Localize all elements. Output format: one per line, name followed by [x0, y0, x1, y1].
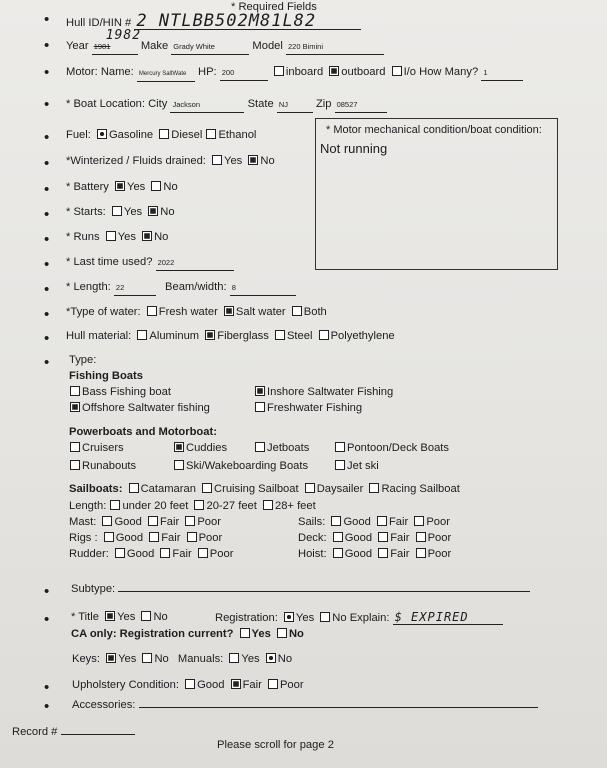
manuals-no-checkbox[interactable]: [266, 653, 276, 663]
deck-label: Deck:: [298, 532, 327, 544]
cuddies-option: [171, 441, 227, 455]
bullet: •: [44, 11, 50, 28]
ca-no-checkbox[interactable]: [277, 628, 287, 638]
runs-row: [66, 230, 168, 244]
runabouts-option: [67, 459, 136, 473]
fiberglass-checkbox[interactable]: [205, 330, 215, 340]
cruising-label: Cruising Sailboat: [214, 483, 299, 495]
rigs-good-checkbox[interactable]: [104, 532, 114, 542]
battery-row: [66, 180, 178, 194]
deck-poor-checkbox[interactable]: [416, 532, 426, 542]
runs-yes-label: Yes: [117, 231, 136, 243]
required-note: * Required Fields: [231, 1, 317, 13]
sails-fair-label: Fair: [388, 516, 409, 528]
starts-row: [66, 205, 175, 219]
battery-yes-label: Yes: [127, 181, 146, 193]
rigs-poor-label: Poor: [198, 532, 223, 544]
manuals-yes-checkbox[interactable]: [229, 653, 239, 663]
bullet: •: [44, 354, 50, 371]
sails-fair-checkbox[interactable]: [377, 516, 387, 526]
freshwater-option: [252, 401, 362, 415]
inshore-checkbox[interactable]: [255, 386, 265, 396]
bullet: •: [44, 231, 50, 248]
subtype-row: [71, 581, 530, 596]
cuddies-label: Cuddies: [186, 442, 228, 454]
salt-water-checkbox[interactable]: [224, 306, 234, 316]
inboard-label: inboard: [285, 66, 324, 78]
bullet: •: [44, 611, 50, 628]
zip-field[interactable]: 08527: [335, 98, 387, 113]
manuals-label: Manuals:: [177, 653, 224, 665]
jetski-option: [332, 459, 379, 473]
accessories-field[interactable]: [139, 697, 538, 708]
over28-label: 28+ feet: [274, 500, 316, 512]
20to27-checkbox[interactable]: [194, 500, 204, 510]
rudder-poor-label: Poor: [209, 548, 234, 560]
type-label: Type:: [69, 354, 97, 366]
make-field[interactable]: Grady White: [171, 40, 249, 55]
winterized-no-checkbox[interactable]: [248, 155, 258, 165]
winterized-label: *Winterized / Fluids drained:: [66, 155, 206, 167]
record-row: [12, 724, 135, 739]
offshore-option: [67, 401, 210, 415]
starts-label: * Starts:: [66, 206, 106, 218]
title-no-label: No: [153, 611, 168, 623]
keys-no-checkbox[interactable]: [142, 653, 152, 663]
subtype-field[interactable]: [118, 581, 530, 592]
hoist-poor-label: Poor: [427, 548, 452, 560]
state-field[interactable]: NJ: [277, 98, 313, 113]
scroll-note: Please scroll for page 2: [217, 739, 334, 751]
rudder-fair-checkbox[interactable]: [160, 548, 170, 558]
ski-option: [171, 459, 308, 473]
hoist-poor-checkbox[interactable]: [416, 548, 426, 558]
diesel-label: Diesel: [171, 129, 203, 141]
last-used-row: [66, 255, 234, 271]
mast-good-checkbox[interactable]: [102, 516, 112, 526]
bullet: •: [44, 679, 50, 696]
ski-checkbox[interactable]: [174, 460, 184, 470]
freshwater-checkbox[interactable]: [255, 402, 265, 412]
20to27-label: 20-27 feet: [206, 500, 257, 512]
racing-checkbox[interactable]: [369, 483, 379, 493]
model-label: Model: [252, 40, 283, 52]
upholstery-fair-checkbox[interactable]: [231, 679, 241, 689]
hull-material-label: Hull material:: [66, 330, 132, 342]
accessories-row: [72, 697, 538, 712]
registration-row: [215, 610, 503, 625]
cuddies-checkbox[interactable]: [174, 442, 184, 452]
hoist-fair-checkbox[interactable]: [378, 548, 388, 558]
bullet: •: [44, 698, 50, 715]
keys-row: [72, 652, 292, 666]
daysailer-checkbox[interactable]: [305, 483, 315, 493]
jetboats-option: [252, 441, 309, 455]
registration-no-checkbox[interactable]: [320, 612, 330, 622]
location-row: [66, 97, 387, 113]
battery-no-label: No: [163, 181, 178, 193]
steel-label: Steel: [286, 330, 313, 342]
hull-id-field[interactable]: 2 NTLBB502M81L82: [134, 13, 361, 30]
battery-no-checkbox[interactable]: [151, 181, 161, 191]
bass-label: Bass Fishing boat: [82, 386, 171, 398]
cruisers-label: Cruisers: [82, 442, 124, 454]
runs-yes-checkbox[interactable]: [106, 231, 116, 241]
sail-heading: Sailboats:: [69, 483, 123, 495]
ethanol-label: Ethanol: [218, 129, 257, 141]
inshore-label: Inshore Saltwater Fishing: [267, 386, 394, 398]
city-field[interactable]: Jackson: [170, 98, 244, 113]
mast-poor-label: Poor: [197, 516, 221, 528]
bullet: •: [44, 281, 50, 298]
year-row: [66, 28, 384, 55]
beam-field[interactable]: 8: [230, 281, 296, 296]
both-water-label: Both: [303, 306, 327, 318]
rigs-poor-checkbox[interactable]: [187, 532, 197, 542]
ca-yes-label: Yes: [251, 628, 271, 640]
registration-yes-checkbox[interactable]: [284, 612, 294, 622]
both-water-checkbox[interactable]: [292, 306, 302, 316]
pontoon-option: [332, 441, 449, 455]
rigs-fair-label: Fair: [161, 532, 181, 544]
sails-label: Sails:: [298, 516, 326, 528]
bullet: •: [44, 181, 50, 198]
bullet: •: [44, 206, 50, 223]
year-label: Year: [66, 40, 89, 52]
registration-yes-label: Yes: [295, 612, 315, 624]
hull-material-row: [66, 329, 395, 343]
racing-label: Racing Sailboat: [381, 483, 460, 495]
mast-fair-checkbox[interactable]: [148, 516, 158, 526]
sails-poor-checkbox[interactable]: [414, 516, 424, 526]
starts-no-checkbox[interactable]: [148, 206, 158, 216]
aluminum-checkbox[interactable]: [137, 330, 147, 340]
manuals-no-label: No: [277, 653, 293, 665]
runabouts-checkbox[interactable]: [70, 460, 80, 470]
hoist-row: [298, 547, 451, 561]
model-field[interactable]: 220 Bimini: [286, 40, 384, 55]
aluminum-label: Aluminum: [149, 330, 200, 342]
jetski-checkbox[interactable]: [335, 460, 345, 470]
city-label: * Boat Location: City: [66, 98, 168, 110]
ski-label: Ski/Wakeboarding Boats: [186, 460, 309, 472]
over28-checkbox[interactable]: [263, 500, 273, 510]
last-used-label: * Last time used?: [66, 256, 153, 268]
title-yes-label: Yes: [117, 611, 136, 623]
daysailer-label: Daysailer: [316, 483, 364, 495]
hp-label: HP:: [197, 66, 217, 78]
jetboats-label: Jetboats: [267, 442, 310, 454]
ca-only-label: CA only: Registration current?: [71, 628, 234, 640]
rudder-good-checkbox[interactable]: [115, 548, 125, 558]
length-field[interactable]: 22: [114, 281, 156, 296]
sails-row: [298, 515, 450, 529]
steel-checkbox[interactable]: [275, 330, 285, 340]
salt-water-label: Salt water: [235, 306, 286, 318]
sailboats-row: [69, 482, 460, 496]
hull-label: Hull ID/HIN #: [66, 17, 132, 29]
mast-poor-checkbox[interactable]: [185, 516, 195, 526]
rigs-fair-checkbox[interactable]: [149, 532, 159, 542]
winterized-yes-label: Yes: [224, 155, 243, 167]
winterized-row: [66, 154, 275, 168]
keys-yes-checkbox[interactable]: [106, 653, 116, 663]
starts-no-label: No: [160, 206, 175, 218]
runs-no-checkbox[interactable]: [142, 231, 152, 241]
power-heading: Powerboats and Motorboat:: [69, 426, 217, 438]
upholstery-row: [72, 678, 304, 692]
battery-yes-checkbox[interactable]: [115, 181, 125, 191]
bullet: •: [44, 583, 50, 600]
jetboats-checkbox[interactable]: [255, 442, 265, 452]
mast-good-label: Good: [114, 516, 142, 528]
offshore-label: Offshore Saltwater fishing: [82, 402, 210, 414]
hp-field[interactable]: 200: [220, 66, 268, 81]
beam-label: Beam/width:: [165, 281, 227, 293]
bullet: •: [44, 129, 50, 146]
starts-yes-checkbox[interactable]: [112, 206, 122, 216]
hoist-good-label: Good: [344, 548, 373, 560]
mast-label: Mast:: [69, 516, 97, 528]
outboard-checkbox[interactable]: [329, 66, 339, 76]
bullet: •: [44, 64, 50, 81]
rigs-row: [69, 531, 222, 545]
registration-no-label: No Explain:: [332, 612, 390, 624]
cruisers-option: [67, 441, 124, 455]
year-field[interactable]: [92, 28, 142, 55]
polyethylene-checkbox[interactable]: [319, 330, 329, 340]
io-checkbox[interactable]: [392, 66, 402, 76]
sail-length-label: Length:: [69, 500, 107, 512]
subtype-label: Subtype:: [71, 583, 116, 595]
motor-name-field[interactable]: Mercury SaltWate: [137, 67, 195, 82]
io-label: I/o How Many?: [403, 66, 479, 78]
keys-no-label: No: [154, 653, 169, 665]
runs-label: * Runs: [66, 231, 100, 243]
upholstery-good-checkbox[interactable]: [185, 679, 195, 689]
runs-no-label: No: [154, 231, 169, 243]
sails-poor-label: Poor: [426, 516, 450, 528]
registration-label: Registration:: [215, 612, 278, 624]
gasoline-label: Gasoline: [108, 129, 154, 141]
bullet: •: [44, 330, 50, 347]
deck-fair-label: Fair: [390, 532, 410, 544]
ca-only-row: [71, 627, 304, 641]
pontoon-checkbox[interactable]: [335, 442, 345, 452]
sail-length-row: [69, 499, 316, 513]
zip-label: Zip: [315, 98, 332, 110]
under20-checkbox[interactable]: [110, 500, 120, 510]
rudder-row: [69, 547, 233, 561]
motor-name-label: Motor: Name:: [66, 66, 134, 78]
catamaran-checkbox[interactable]: [129, 483, 139, 493]
inboard-checkbox[interactable]: [274, 66, 284, 76]
keys-label: Keys:: [72, 653, 100, 665]
bullet: •: [44, 37, 50, 54]
rudder-label: Rudder:: [69, 548, 109, 560]
upholstery-poor-checkbox[interactable]: [268, 679, 278, 689]
upholstery-good-label: Good: [197, 679, 225, 691]
rigs-good-label: Good: [115, 532, 144, 544]
deck-poor-label: Poor: [427, 532, 452, 544]
rudder-poor-checkbox[interactable]: [198, 548, 208, 558]
how-many-field[interactable]: 1: [481, 66, 523, 81]
sails-good-checkbox[interactable]: [331, 516, 341, 526]
make-label: Make: [140, 40, 169, 52]
polyethylene-label: Polyethylene: [330, 330, 395, 342]
cruisers-checkbox[interactable]: [70, 442, 80, 452]
hoist-fair-label: Fair: [390, 548, 410, 560]
fiberglass-label: Fiberglass: [217, 330, 269, 342]
mast-row: [69, 515, 221, 529]
bass-option: [67, 385, 171, 399]
fresh-water-label: Fresh water: [158, 306, 218, 318]
record-label: Record #: [12, 726, 58, 738]
bass-checkbox[interactable]: [70, 386, 80, 396]
length-row: [66, 280, 296, 296]
condition-notes-label: * Motor mechanical condition/boat condition:: [326, 124, 542, 136]
fishing-heading: Fishing Boats: [69, 370, 143, 382]
title-yes-checkbox[interactable]: [105, 611, 115, 621]
winterized-no-label: No: [260, 155, 275, 167]
ca-no-label: No: [288, 628, 304, 640]
title-row: [71, 610, 168, 624]
starts-yes-label: Yes: [123, 206, 143, 218]
jetski-label: Jet ski: [347, 460, 379, 472]
last-used-field[interactable]: 2022: [156, 256, 234, 271]
upholstery-fair-label: Fair: [242, 679, 262, 691]
keys-yes-label: Yes: [118, 653, 137, 665]
accessories-label: Accessories:: [72, 699, 136, 711]
hoist-good-checkbox[interactable]: [333, 548, 343, 558]
hoist-label: Hoist:: [298, 548, 327, 560]
deck-good-checkbox[interactable]: [333, 532, 343, 542]
catamaran-label: Catamaran: [140, 483, 196, 495]
bullet: •: [44, 256, 50, 273]
water-label: *Type of water:: [66, 306, 141, 318]
cruising-checkbox[interactable]: [202, 483, 212, 493]
registration-explain-field[interactable]: $ EXPIRED: [393, 610, 503, 625]
deck-row: [298, 531, 451, 545]
gasoline-checkbox[interactable]: [97, 129, 107, 139]
water-row: [66, 305, 327, 319]
pontoon-label: Pontoon/Deck Boats: [347, 442, 449, 454]
title-no-checkbox[interactable]: [141, 611, 151, 621]
motor-row: [66, 65, 523, 82]
fresh-water-checkbox[interactable]: [147, 306, 157, 316]
deck-fair-checkbox[interactable]: [378, 532, 388, 542]
rigs-label: Rigs :: [69, 532, 98, 544]
under20-label: under 20 feet: [122, 500, 189, 512]
runabouts-label: Runabouts: [82, 460, 137, 472]
ethanol-checkbox[interactable]: [206, 129, 216, 139]
condition-notes-box[interactable]: [315, 118, 558, 270]
upholstery-poor-label: Poor: [279, 679, 304, 691]
rudder-good-label: Good: [126, 548, 155, 560]
deck-good-label: Good: [344, 532, 373, 544]
bullet: •: [44, 96, 50, 113]
inshore-option: [252, 385, 393, 399]
freshwater-label: Freshwater Fishing: [267, 402, 363, 414]
year-struck-value: 1981: [93, 42, 111, 51]
offshore-checkbox[interactable]: [70, 402, 80, 412]
bullet: •: [44, 306, 50, 323]
ca-yes-checkbox[interactable]: [240, 628, 250, 638]
mast-fair-label: Fair: [159, 516, 180, 528]
winterized-yes-checkbox[interactable]: [212, 155, 222, 165]
bullet: •: [44, 155, 50, 172]
record-field[interactable]: [61, 724, 135, 735]
manuals-yes-label: Yes: [241, 653, 260, 665]
fuel-label: Fuel:: [66, 129, 91, 141]
title-label: * Title: [71, 611, 99, 623]
rudder-fair-label: Fair: [172, 548, 192, 560]
battery-label: * Battery: [66, 181, 109, 193]
upholstery-label: Upholstery Condition:: [72, 679, 179, 691]
state-label: State: [247, 98, 274, 110]
fuel-row: [66, 128, 256, 142]
diesel-checkbox[interactable]: [159, 129, 169, 139]
sails-good-label: Good: [343, 516, 371, 528]
length-label: * Length:: [66, 281, 111, 293]
condition-notes-value: Not running: [320, 141, 388, 156]
outboard-label: outboard: [341, 66, 386, 78]
year-handwritten-value: 1982: [105, 28, 142, 43]
